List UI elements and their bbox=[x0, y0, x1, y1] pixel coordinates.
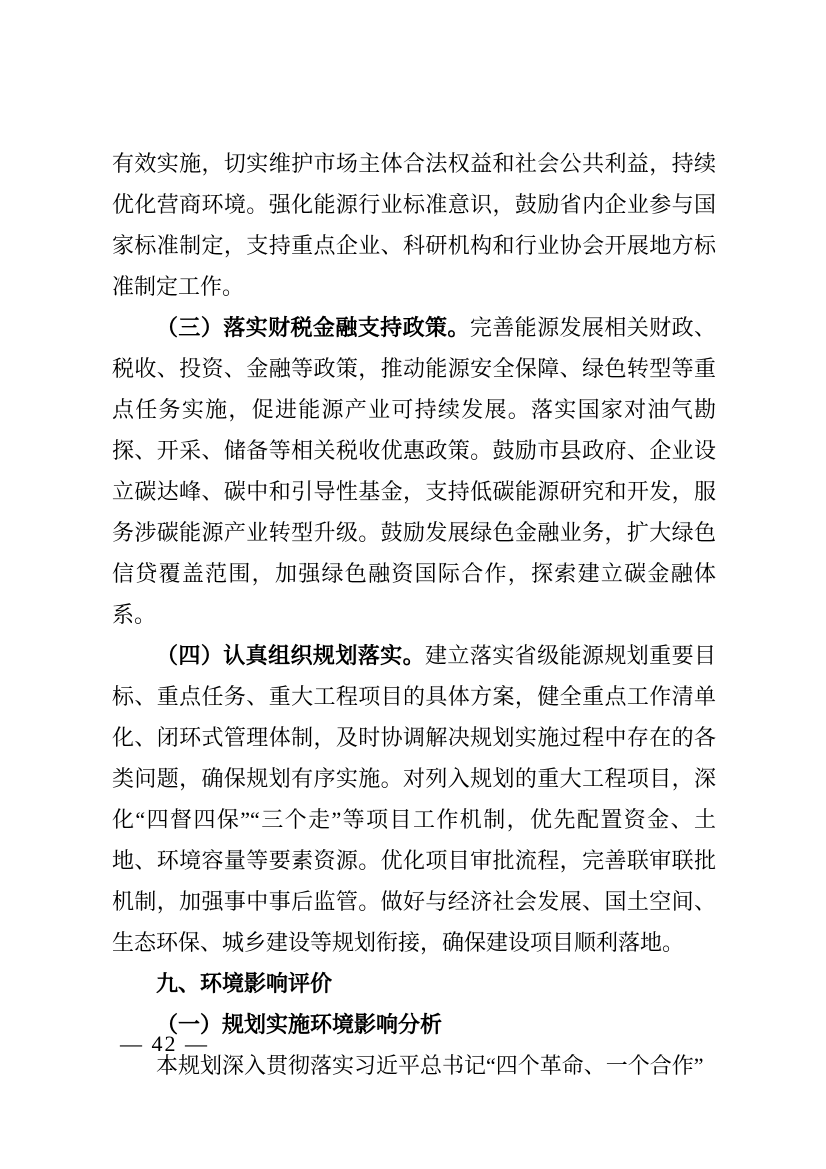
paragraph-three-heading: （三）落实财税金融支持政策。 bbox=[156, 315, 470, 340]
paragraph-four-text: 建立落实省级能源规划重要目标、重点任务、重大工程项目的具体方案，健全重点工作清单化、闭环式管理体制，及时协调解决规划实施过程中存在的各类问题，确保规划有序实施。对列入规划的重大工程项目，深化“四督四保”“三个走”等项目工作机制，优先配置资金、土地、环境容量等要素资源。优化项目审批流程，完善联审联批机制，加强事中事后监管。做好与经济社会发展、国土空间、生态环保、城乡建设等规划衔接，确保建设项目顺利落地。 bbox=[112, 643, 716, 955]
page-number: — 42 — bbox=[120, 1031, 209, 1056]
paragraph-four-heading: （四）认真组织规划落实。 bbox=[156, 643, 425, 668]
subsection-heading-impact-analysis: （一）规划实施环境影响分析 bbox=[156, 1012, 443, 1037]
paragraph-three-text: 完善能源发展相关财政、税收、投资、金融等政策，推动能源安全保障、绿色转型等重点任务实施，促进能源产业可持续发展。落实国家对油气勘探、开采、储备等相关税收优惠政策。鼓励市县政府、企业设立碳达峰、碳中和引导性基金，支持低碳能源研究和开发，服务涉碳能源产业转型升级。鼓励发展绿色金融业务，扩大绿色信贷覆盖范围，加强绿色融资国际合作，探索建立碳金融体系。 bbox=[112, 315, 716, 627]
paragraph-three bbox=[112, 307, 716, 635]
paragraph-four bbox=[112, 635, 716, 963]
paragraph-last: 本规划深入贯彻落实习近平总书记“四个革命、一个合作” bbox=[156, 1053, 704, 1078]
section-heading-environment-impact: 九、环境影响评价 bbox=[156, 971, 333, 996]
paragraph-continuation: 有效实施，切实维护市场主体合法权益和社会公共利益，持续优化营商环境。强化能源行业标准意识，鼓励省内企业参与国家标准制定，支持重点企业、科研机构和行业协会开展地方标准制定工作。 bbox=[112, 151, 716, 299]
document-body bbox=[112, 143, 716, 1086]
